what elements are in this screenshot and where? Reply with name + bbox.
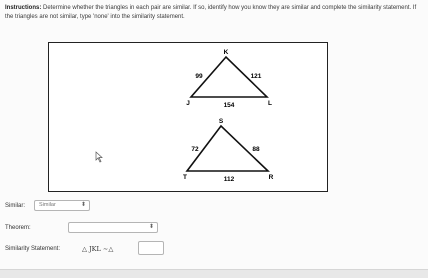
instructions-heading: Instructions:: [5, 5, 42, 11]
select-arrows-icon: ⬍: [80, 202, 86, 208]
similarity-expression: △ JKL ∼△: [82, 245, 114, 253]
vertex-s: S: [218, 118, 224, 125]
vertex-k: K: [223, 49, 229, 56]
side-jk: 99: [195, 73, 203, 80]
similar-label: Similar:: [5, 203, 26, 209]
vertex-j: J: [186, 100, 190, 107]
figure-box: [48, 42, 328, 192]
statement-label: Similarity Statement:: [5, 246, 61, 252]
side-kl: 121: [250, 73, 262, 80]
similar-select[interactable]: [34, 200, 90, 211]
side-sr: 88: [252, 146, 260, 153]
side-st: 72: [191, 146, 199, 153]
side-jl: 154: [223, 102, 235, 109]
vertex-l: L: [268, 100, 272, 107]
cursor-icon: [95, 151, 104, 163]
vertex-t: T: [183, 174, 187, 181]
instructions: [5, 4, 423, 22]
similar-select-value: Similar: [39, 202, 56, 208]
triangles-figure: [49, 43, 327, 191]
side-tr: 112: [223, 176, 235, 183]
theorem-label: Theorem:: [5, 225, 31, 231]
vertex-r: R: [268, 174, 274, 181]
theorem-select[interactable]: [68, 222, 158, 233]
similarity-answer-input[interactable]: [138, 241, 164, 255]
instructions-text: Determine whether the triangles in each pair are similar. If so, identify how you know they are similar and complete the similarity statement. If the triangles are not similar, type 'none' into the similarity statement.: [5, 5, 417, 20]
select-arrows-icon: ⬍: [148, 224, 154, 230]
